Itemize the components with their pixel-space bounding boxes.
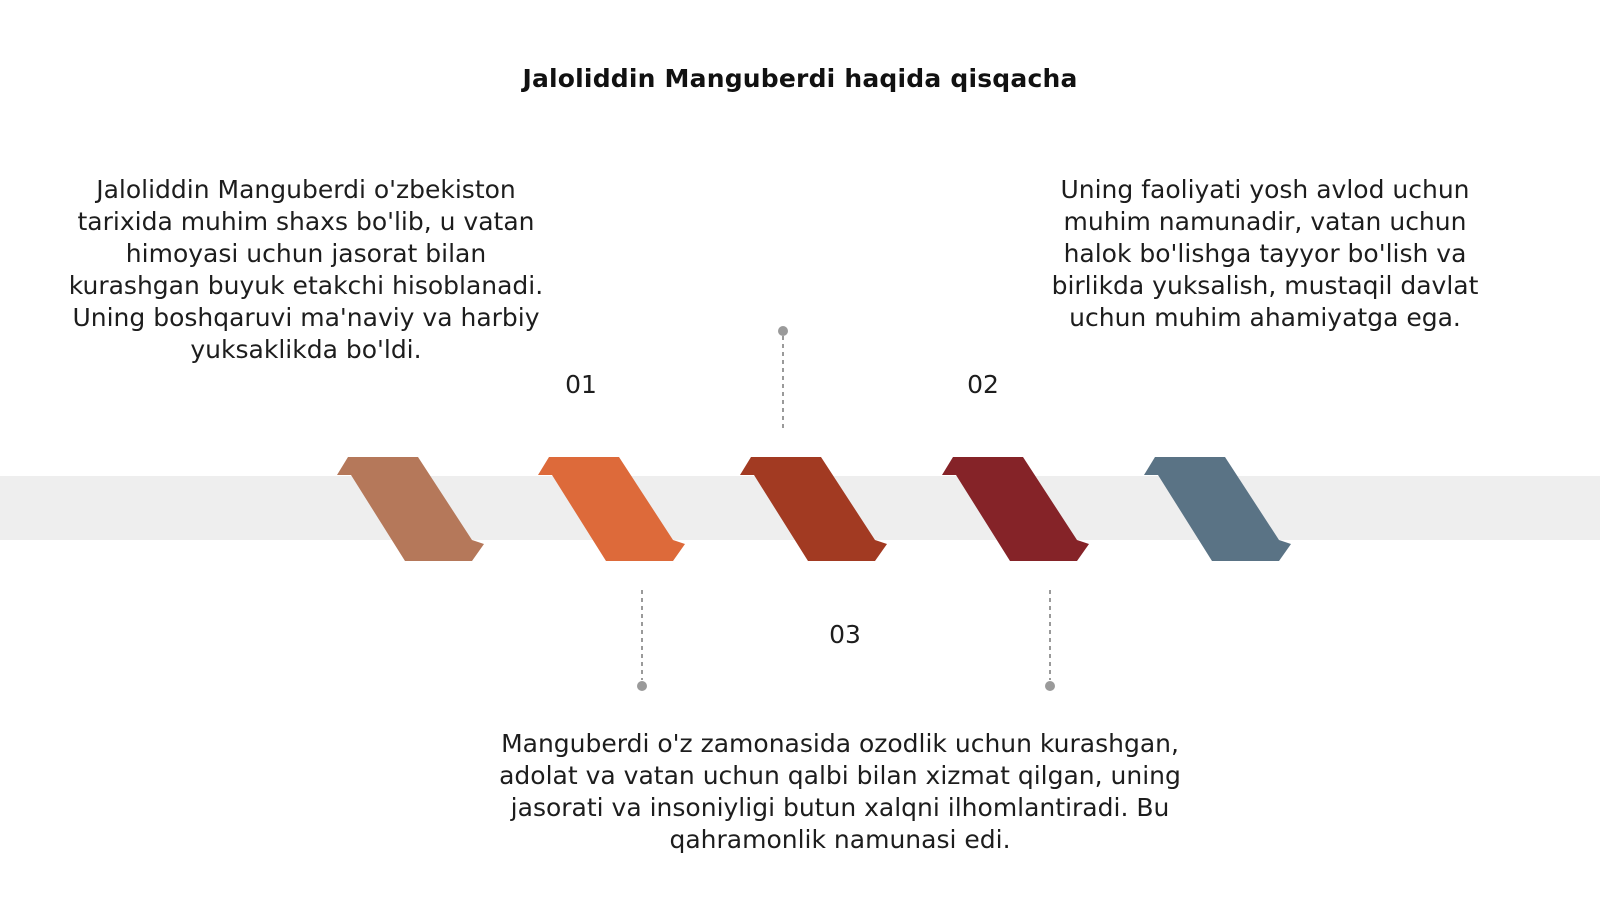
timeline-shape-5 xyxy=(1144,457,1291,561)
connector-dot-bottom-left xyxy=(637,681,647,691)
timeline-shape-2 xyxy=(538,457,685,561)
step-1-number: 01 xyxy=(565,370,597,399)
page-title: Jaloliddin Manguberdi haqida qisqacha xyxy=(522,64,1078,93)
connector-dot-bottom-right xyxy=(1045,681,1055,691)
step-3-text: Manguberdi o'z zamonasida ozodlik uchun kurashgan, adolat va vatan uchun qalbi bilan xizmat qilgan, uning jasorati va insoniyligi butun xalqni ilhomlantiradi. Bu qahramonlik namunasi edi. xyxy=(499,729,1181,854)
step-3-number: 03 xyxy=(829,620,861,649)
connector-dot-top xyxy=(778,326,788,336)
step-2-number: 02 xyxy=(967,370,999,399)
timeline-shape-1 xyxy=(337,457,484,561)
timeline-shape-3 xyxy=(740,457,887,561)
step-1-text: Jaloliddin Manguberdi o'zbekiston tarixida muhim shaxs bo'lib, u vatan himoyasi uchun jasorat bilan kurashgan buyuk etakchi hisoblanadi. Uning boshqaruvi ma'naviy va harbiy yuksaklikda bo'ldi. xyxy=(68,175,544,364)
timeline-shape-4 xyxy=(942,457,1089,561)
step-2-text: Uning faoliyati yosh avlod uchun muhim namunadir, vatan uchun halok bo'lishga tayyor bo'lish va birlikda yuksalish, mustaqil davlat uchun muhim ahamiyatga ega. xyxy=(1051,175,1479,332)
